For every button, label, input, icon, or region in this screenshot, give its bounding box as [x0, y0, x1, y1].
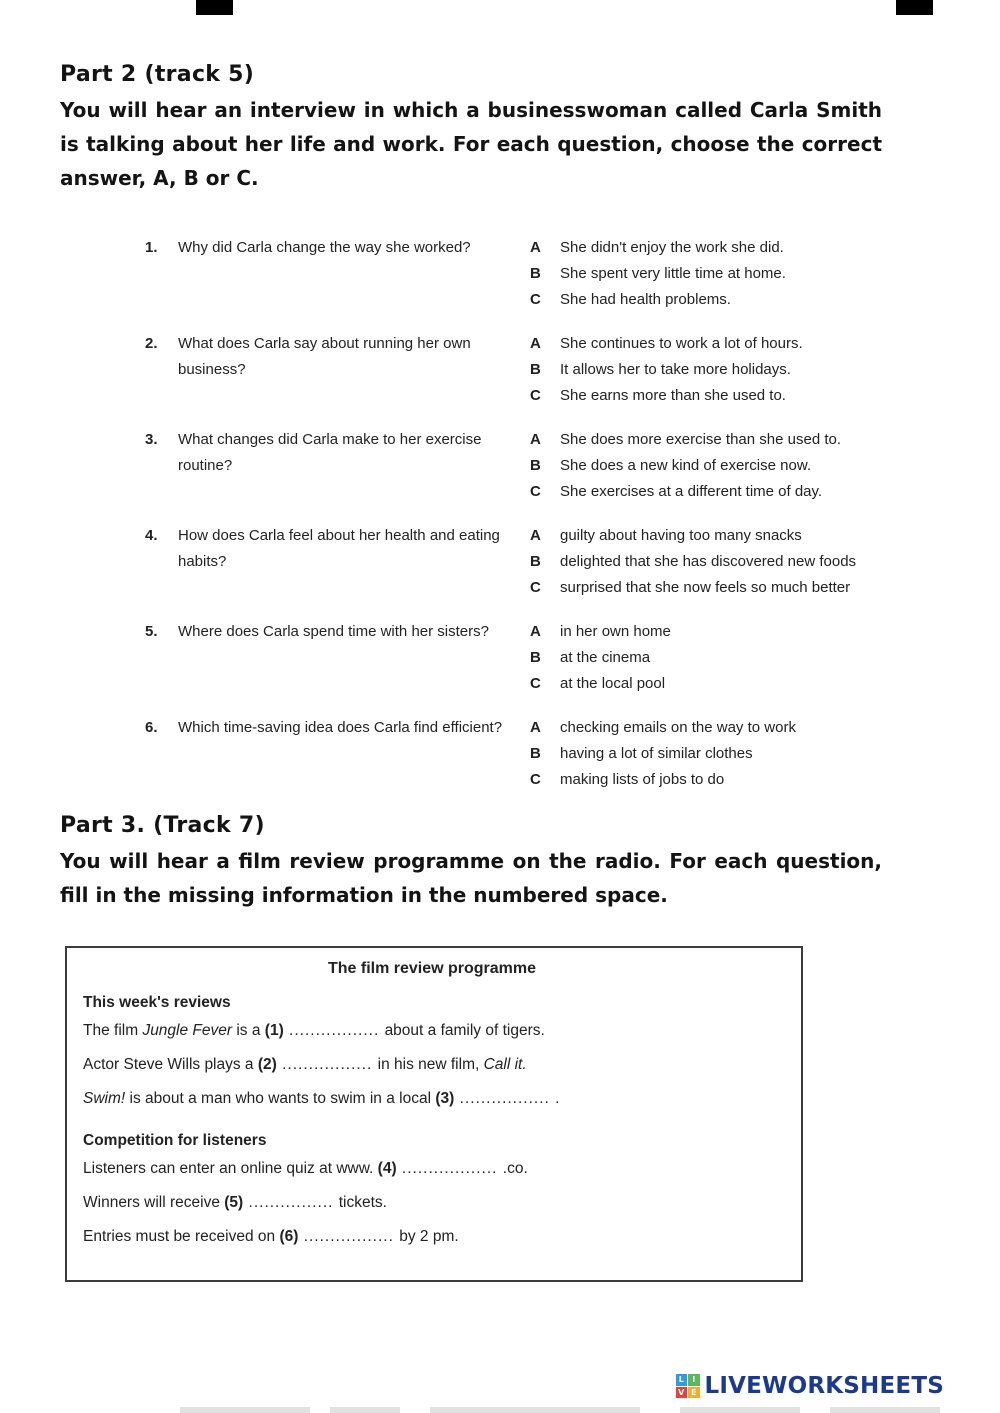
answer-blank[interactable]: .................. [396, 1160, 503, 1177]
question-number: 1. [145, 239, 158, 256]
option-letter: B [530, 457, 541, 474]
fill-in-line [83, 1158, 781, 1180]
answer-option[interactable] [530, 767, 910, 793]
answer-option[interactable] [530, 331, 910, 357]
option-text: It allows her to take more holidays. [560, 361, 791, 378]
option-text: She continues to work a lot of hours. [560, 335, 803, 352]
section-heading: Competition for listeners [83, 1132, 267, 1149]
option-text: She spent very little time at home. [560, 265, 786, 282]
text-segment: (4) [377, 1160, 397, 1177]
option-letter: A [530, 719, 541, 736]
part2-instructions: You will hear an interview in which a businesswoman called Carla Smith is talking about her life and work. For each question, choose the correct answer, A, B or C. [60, 98, 882, 190]
option-text: She earns more than she used to. [560, 387, 786, 404]
text-segment: Listeners can enter an online quiz at www. [83, 1160, 378, 1177]
cut-off-fragment [180, 1407, 310, 1413]
option-text: at the cinema [560, 649, 651, 666]
question-options [530, 331, 910, 409]
part3-instructions: You will hear a film review programme on the radio. For each question, fill in the missing information in the numbered space. [60, 849, 882, 907]
answer-blank[interactable]: ................. [454, 1090, 556, 1107]
option-letter: C [530, 291, 541, 308]
page-edge-mark-left [196, 0, 233, 15]
option-letter: B [530, 649, 541, 666]
question-number: 6. [145, 719, 158, 736]
text-segment: about a family of tigers. [384, 1022, 545, 1039]
answer-option[interactable] [530, 645, 910, 671]
option-text: She does more exercise than she used to. [560, 431, 842, 448]
brand-text: LIVEWORKSHEETS [704, 1373, 944, 1399]
option-text: having a lot of similar clothes [560, 745, 753, 762]
answer-option[interactable] [530, 235, 910, 261]
answer-option[interactable] [530, 671, 910, 697]
logo-square: V [676, 1387, 688, 1399]
question-row [145, 235, 940, 313]
answer-option[interactable] [530, 357, 910, 383]
answer-option[interactable] [530, 619, 910, 645]
question-options [530, 523, 910, 601]
answer-blank[interactable]: ................ [243, 1194, 339, 1211]
answer-option[interactable] [530, 453, 910, 479]
answer-option[interactable] [530, 575, 910, 601]
section-heading: This week's reviews [83, 994, 231, 1011]
answer-blank[interactable]: ................. [298, 1228, 400, 1245]
option-text: She does a new kind of exercise now. [560, 457, 811, 474]
cut-off-fragment [680, 1407, 800, 1413]
part2-heading: Part 2 (track 5) [60, 62, 255, 87]
option-letter: B [530, 553, 541, 570]
fill-in-line [83, 1226, 781, 1248]
question-text: Which time-saving idea does Carla find efficient? [178, 719, 503, 736]
option-text: guilty about having too many snacks [560, 527, 802, 544]
logo-square: I [688, 1374, 700, 1386]
text-segment: by 2 pm. [399, 1228, 459, 1245]
answer-option[interactable] [530, 715, 910, 741]
text-segment: Winners will receive [83, 1194, 225, 1211]
answer-option[interactable] [530, 383, 910, 409]
option-text: surprised that she now feels so much better [560, 579, 851, 596]
page-edge-mark-right [896, 0, 933, 15]
text-segment: (5) [224, 1194, 244, 1211]
question-row [145, 331, 940, 409]
option-text: delighted that she has discovered new foods [560, 553, 857, 570]
film-box-section [83, 994, 781, 1110]
cut-off-fragment [830, 1407, 940, 1413]
question-row [145, 427, 940, 505]
option-letter: A [530, 623, 541, 640]
option-text: checking emails on the way to work [560, 719, 796, 736]
option-letter: A [530, 335, 541, 352]
answer-option[interactable] [530, 427, 910, 453]
part3-heading: Part 3. (Track 7) [60, 813, 265, 838]
option-text: She didn't enjoy the work she did. [560, 239, 784, 256]
text-segment: is about a man who wants to swim in a local [125, 1090, 436, 1107]
question-number: 3. [145, 431, 158, 448]
text-segment: in his new film, [377, 1056, 484, 1073]
logo-square: L [676, 1374, 688, 1386]
question-text: Where does Carla spend time with her sisters? [178, 623, 489, 640]
cut-off-fragment [330, 1407, 400, 1413]
text-segment: tickets. [338, 1194, 387, 1211]
film-box-title: The film review programme [327, 960, 537, 977]
question-text: What does Carla say about running her own business? [178, 335, 471, 378]
text-segment: (6) [279, 1228, 299, 1245]
option-letter: B [530, 265, 541, 282]
question-row [145, 523, 940, 601]
answer-option[interactable] [530, 479, 910, 505]
question-options [530, 619, 910, 697]
cut-off-text-artifact [0, 1405, 1000, 1413]
option-letter: A [530, 431, 541, 448]
option-letter: A [530, 239, 541, 256]
option-text: in her own home [560, 623, 671, 640]
option-letter: B [530, 361, 541, 378]
film-box-sections [83, 994, 781, 1248]
answer-option[interactable] [530, 261, 910, 287]
question-text: Why did Carla change the way she worked? [178, 239, 471, 256]
option-letter: C [530, 675, 541, 692]
fill-in-line [83, 1054, 781, 1076]
option-letter: C [530, 579, 541, 596]
option-letter: B [530, 745, 541, 762]
worksheet-content [60, 60, 940, 1282]
text-segment: Entries must be received on [83, 1228, 280, 1245]
question-options [530, 235, 910, 313]
question-row [145, 619, 940, 697]
text-segment: (1) [264, 1022, 284, 1039]
question-text: What changes did Carla make to her exercise routine? [178, 431, 482, 474]
option-text: making lists of jobs to do [560, 771, 725, 788]
question-options [530, 715, 910, 793]
text-segment: Jungle Fever [142, 1022, 233, 1039]
option-text: at the local pool [560, 675, 666, 692]
text-segment: Call it. [483, 1056, 527, 1073]
option-letter: C [530, 771, 541, 788]
option-letter: A [530, 527, 541, 544]
answer-blank[interactable]: ................. [276, 1056, 378, 1073]
liveworksheets-logo[interactable] [676, 1373, 944, 1399]
liveworksheets-icon [676, 1374, 700, 1398]
question-row [145, 715, 940, 793]
option-letter: C [530, 387, 541, 404]
option-letter: C [530, 483, 541, 500]
question-options [530, 427, 910, 505]
fill-in-line [83, 1192, 781, 1214]
answer-blank[interactable]: ................. [283, 1022, 385, 1039]
answer-option[interactable] [530, 523, 910, 549]
text-segment: The film [83, 1022, 143, 1039]
logo-square: E [688, 1387, 700, 1399]
text-segment: (3) [435, 1090, 455, 1107]
fill-in-line [83, 1020, 781, 1042]
text-segment: is a [232, 1022, 265, 1039]
text-segment: .co. [502, 1160, 528, 1177]
question-text: How does Carla feel about her health and eating habits? [178, 527, 500, 570]
answer-option[interactable] [530, 741, 910, 767]
option-text: She had health problems. [560, 291, 731, 308]
fill-in-line [83, 1088, 781, 1110]
questions-list [145, 235, 940, 793]
question-number: 4. [145, 527, 158, 544]
question-number: 5. [145, 623, 158, 640]
text-segment: Swim! [83, 1090, 126, 1107]
option-text: She exercises at a different time of day. [560, 483, 823, 500]
film-review-box [65, 946, 803, 1282]
question-number: 2. [145, 335, 158, 352]
answer-option[interactable] [530, 549, 910, 575]
text-segment: (2) [257, 1056, 277, 1073]
text-segment: Actor Steve Wills plays a [83, 1056, 258, 1073]
film-box-section [83, 1132, 781, 1248]
cut-off-fragment [430, 1407, 640, 1413]
answer-option[interactable] [530, 287, 910, 313]
text-segment: . [555, 1090, 560, 1107]
